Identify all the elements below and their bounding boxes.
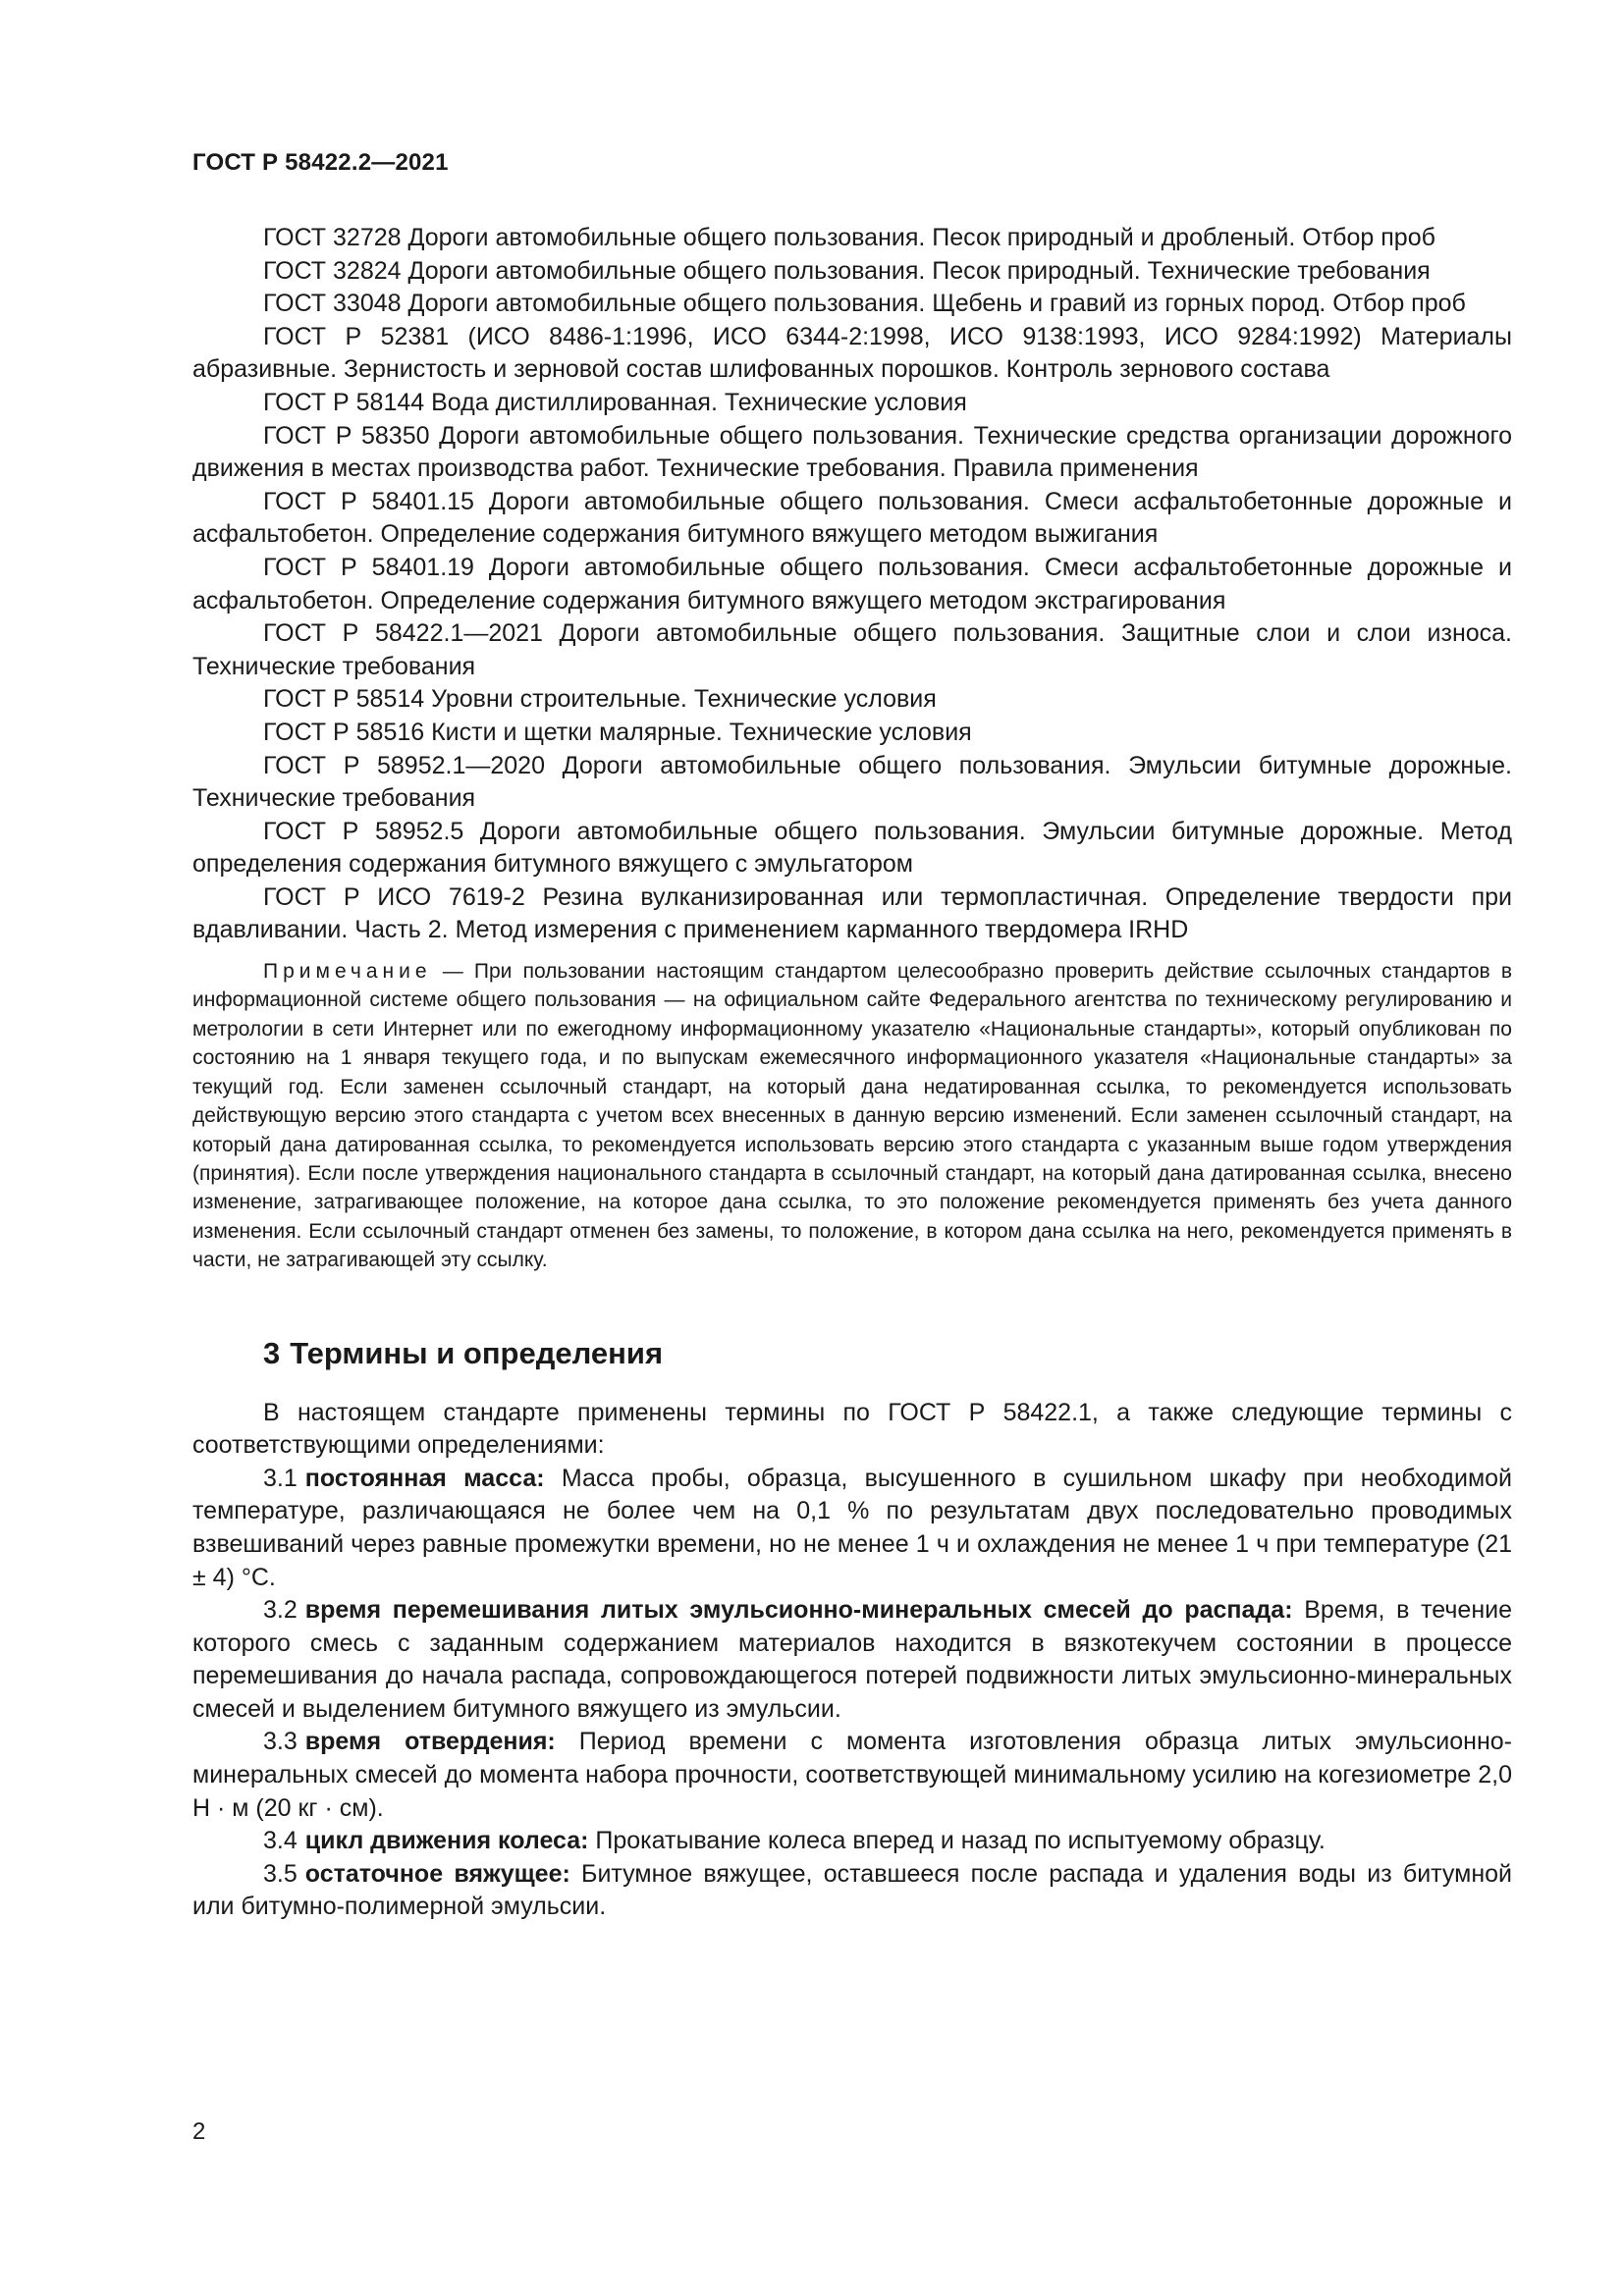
reference-item: ГОСТ Р 58952.1—2020 Дороги автомобильные общего пользования. Эмульсии битумные дорожные. Технические требования [192, 751, 1512, 813]
normative-references-list [192, 222, 1512, 947]
reference-item: ГОСТ Р 58144 Вода дистиллированная. Технические условия [263, 388, 967, 416]
reference-item: ГОСТ 32728 Дороги автомобильные общего пользования. Песок природный и дробленый. Отбор проб [263, 224, 1435, 251]
term-name: цикл движения колеса: [304, 1827, 589, 1855]
term-number: 3.4 [263, 1827, 298, 1855]
reference-item: ГОСТ 33048 Дороги автомобильные общего пользования. Щебень и гравий из горных пород. Отбор проб [263, 290, 1466, 318]
section-number: 3 [263, 1335, 281, 1370]
section-title: Термины и определения [290, 1335, 664, 1370]
term-definition [192, 1463, 1512, 1594]
note-text: — При пользовании настоящим стандартом целесообразно проверить действие ссылочных стандартов в информационной системе общего пользования — на официальном сайте Федерального агентства по техническому регулированию и метрологии в сети Интернет или по ежегодному информационному указателю «Национальные стандарты», который опубликован по состоянию на 1 января текущего года, и по выпускам ежемесячного информационного указателя «Национальные стандарты» за текущий год. Если заменен ссылочный стандарт, на который дана недатированная ссылка, то рекомендуется использовать действующую версию этого стандарта с учетом всех внесенных в данную версию изменений. Если заменен ссылочный стандарт, на который дана датированная ссылка, то рекомендуется использовать версию этого стандарта с указанным выше годом утверждения (принятия). Если после утверждения национального стандарта в ссылочный стандарт, на который дана датированная ссылка, внесено изменение, затрагивающее положение, на которое дана ссылка, то это положение рекомендуется применять без учета данного изменения. Если ссылочный стандарт отменен без замены, то положение, в котором дана ссылка на него, рекомендуется применять в части, не затрагивающей эту ссылку. [192, 960, 1512, 1272]
term-definition [192, 1594, 1512, 1726]
reference-item: ГОСТ Р 58401.19 Дороги автомобильные общего пользования. Смеси асфальтобетонные дорожные и асфальтобетон. Определение содержания битумного вяжущего методом экстрагирования [192, 553, 1512, 614]
term-name: время отвердения: [304, 1728, 556, 1756]
reference-item: ГОСТ Р 58952.5 Дороги автомобильные общего пользования. Эмульсии битумные дорожные. Метод определения содержания битумного вяжущего с эмульгатором [192, 817, 1512, 879]
term-text: Прокатывание колеса вперед и назад по испытуемому образцу. [588, 1827, 1326, 1855]
reference-item: ГОСТ 32824 Дороги автомобильные общего пользования. Песок природный. Технические требования [263, 256, 1431, 285]
reference-item: ГОСТ Р 58401.15 Дороги автомобильные общего пользования. Смеси асфальтобетонные дорожные и асфальтобетон. Определение содержания битумного вяжущего методом выжигания [192, 487, 1512, 549]
reference-item: ГОСТ Р ИСО 7619-2 Резина вулканизированная или термопластичная. Определение твердости при вдавливании. Часть 2. Метод измерения с применением карманного твердомера IRHD [192, 882, 1512, 944]
term-text: Время, в течение которого смесь с заданным содержанием материалов находится в вязкотекучем состоянии в процессе перемешивания до начала распада, сопровождающегося потерей подвижности литых эмульсионно-минеральных смесей и выделением битумного вяжущего из эмульсии. [192, 1596, 1512, 1723]
reference-item: ГОСТ Р 58422.1—2021 Дороги автомобильные общего пользования. Защитные слои и слои износа. Технические требования [192, 619, 1512, 680]
term-name: постоянная масса: [304, 1464, 545, 1492]
term-definition [192, 1858, 1512, 1924]
section-3-intro: В настоящем стандарте применены термины по ГОСТ Р 58422.1, а также следующие термины с соответствующими определениями: [192, 1398, 1512, 1460]
references-note [192, 957, 1512, 1274]
page-header-doc-id: ГОСТ Р 58422.2—2021 [192, 149, 449, 176]
term-number: 3.2 [263, 1596, 298, 1625]
reference-item: ГОСТ Р 52381 (ИСО 8486-1:1996, ИСО 6344-2:1998, ИСО 9138:1993, ИСО 9284:1992) Материалы абразивные. Зернистость и зерновой состав шлифованных порошков. Контроль зернового состава [192, 322, 1512, 384]
term-number: 3.1 [263, 1464, 298, 1492]
page-number: 2 [192, 2118, 206, 2145]
term-name: время перемешивания литых эмульсионно-минеральных смесей до распада: [304, 1596, 1293, 1625]
page-content [192, 222, 1512, 1924]
term-text: Период времени с момента изготовления образца литых эмульсионно-минеральных смесей до момента набора прочности, соответствующей минимальному усилию на когезиометре 2,0 Н · м (20 кг · см). [192, 1728, 1512, 1822]
term-definition [192, 1825, 1512, 1858]
term-text: Масса пробы, образца, высушенного в сушильном шкафу при необходимой температуре, различающаяся не более чем на 0,1 % по результатам двух последовательно проводимых взвешиваний через равные промежутки времени, но не менее 1 ч и охлаждения не менее 1 ч при температуре (21 ± 4) °С. [192, 1464, 1513, 1591]
term-number: 3.3 [263, 1728, 298, 1756]
note-label: Примечание [263, 960, 432, 984]
reference-item: ГОСТ Р 58516 Кисти и щетки малярные. Технические условия [263, 718, 972, 746]
section-3-heading [263, 1336, 1512, 1371]
reference-item: ГОСТ Р 58350 Дороги автомобильные общего пользования. Технические средства организации дорожного движения в местах производства работ. Технические требования. Правила применения [192, 421, 1512, 483]
term-text: Битумное вяжущее, оставшееся после распада и удаления воды из битумной или битумно-полимерной эмульсии. [192, 1859, 1512, 1921]
term-definition [192, 1726, 1512, 1825]
term-number: 3.5 [263, 1859, 298, 1888]
reference-item: ГОСТ Р 58514 Уровни строительные. Технические условия [263, 685, 937, 714]
term-name: остаточное вяжущее: [304, 1859, 570, 1888]
